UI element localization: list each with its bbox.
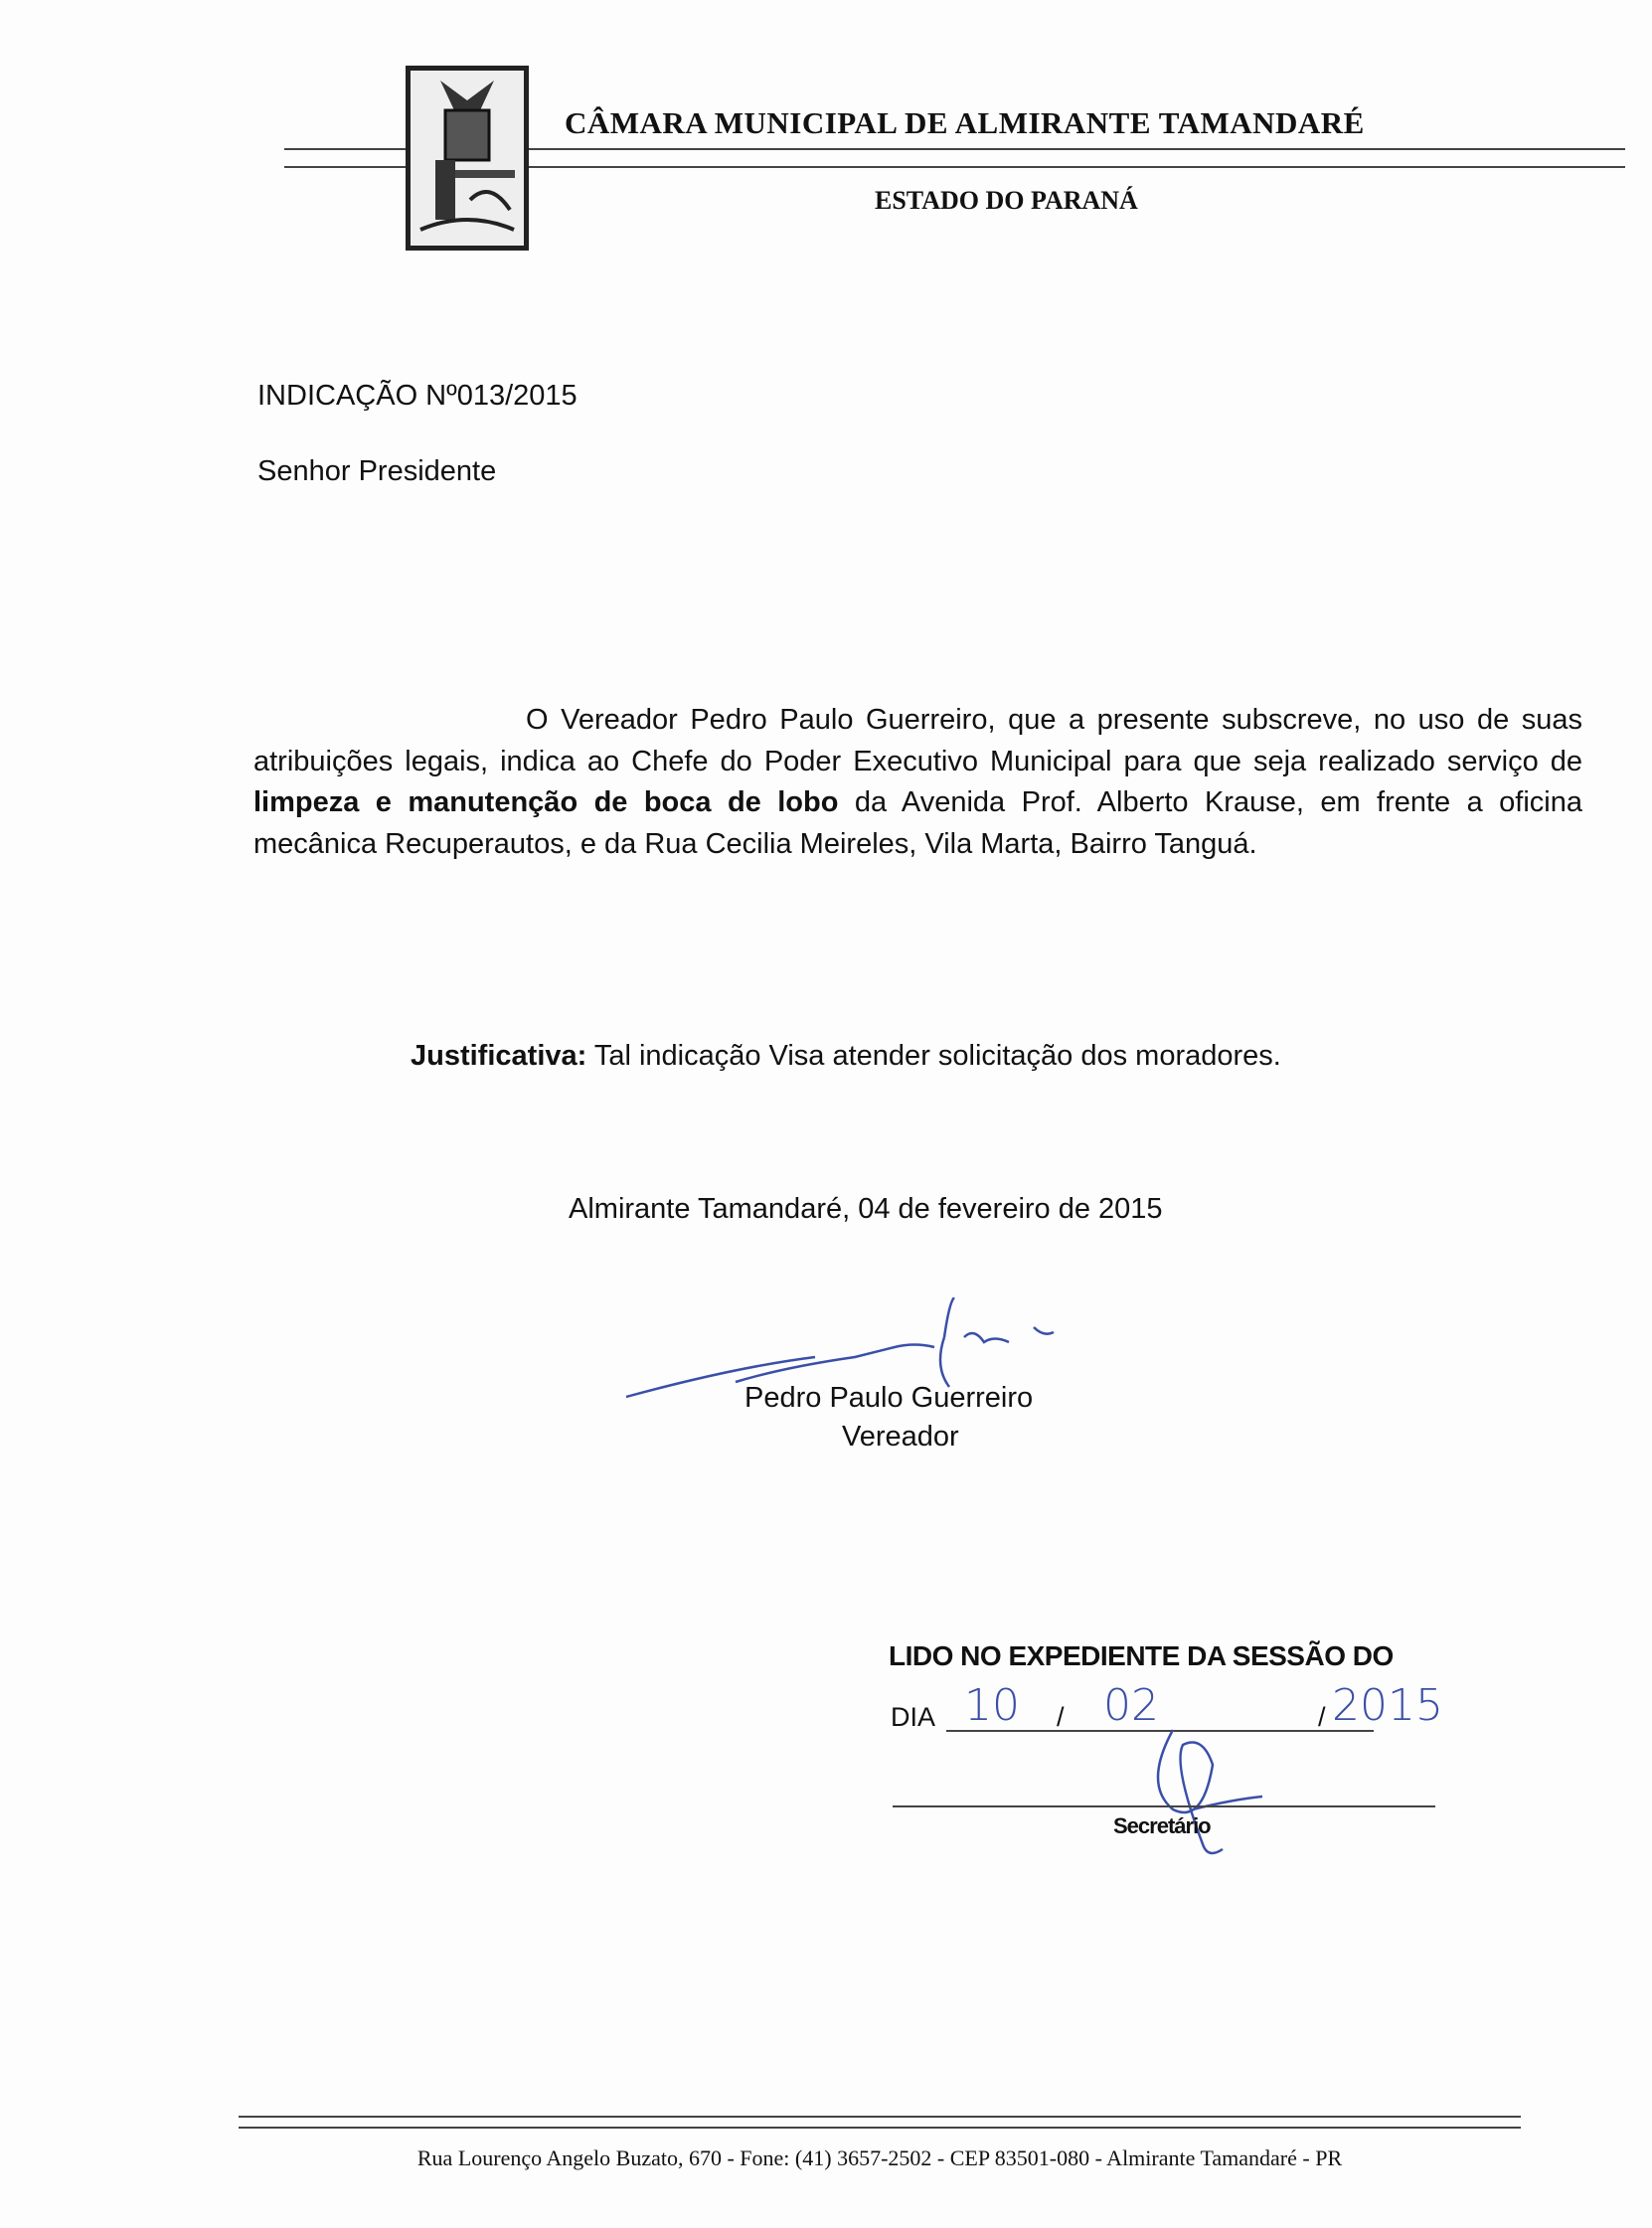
secretary-signature-line xyxy=(893,1805,1435,1807)
header-divider xyxy=(529,148,1625,150)
stamp-day-label: DIA xyxy=(891,1702,936,1732)
date-line: Almirante Tamandaré, 04 de fevereiro de 2015 xyxy=(569,1193,1163,1225)
handwritten-day: 10 xyxy=(964,1680,1020,1731)
justification-label: Justificativa: xyxy=(411,1040,587,1072)
coat-of-arms-logo xyxy=(406,66,529,251)
justification xyxy=(411,1036,1281,1078)
footer-divider xyxy=(239,2116,1521,2118)
header-divider xyxy=(284,148,406,150)
date-separator: / xyxy=(1057,1702,1065,1732)
body-text-part: O Vereador Pedro Paulo Guerreiro, que a presente subscreve, no uso de suas atribuições legais, indica ao Chefe do Poder Executivo Municipal para que seja realizado serviço de xyxy=(253,704,1582,777)
handwritten-year: 2015 xyxy=(1332,1680,1443,1731)
body-paragraph xyxy=(253,700,1582,865)
coat-of-arms-icon xyxy=(411,71,524,246)
secretary-signature xyxy=(1143,1725,1282,1864)
signer-role: Vereador xyxy=(842,1421,959,1453)
body-text-bold: limpeza e manutenção de boca de lobo xyxy=(253,786,839,818)
header-divider xyxy=(284,166,406,168)
justification-text: Tal indicação Visa atender solicitação dos moradores. xyxy=(586,1040,1281,1072)
institution-title: CÂMARA MUNICIPAL DE ALMIRANTE TAMANDARÉ xyxy=(565,105,1365,140)
footer-divider xyxy=(239,2127,1521,2129)
header-divider xyxy=(529,166,1625,168)
signer-name: Pedro Paulo Guerreiro xyxy=(744,1382,1034,1414)
date-separator: / xyxy=(1318,1702,1326,1732)
footer-address: Rua Lourenço Angelo Buzato, 670 - Fone: (41) 3657-2502 - CEP 83501-080 - Almirante Tamandaré - PR xyxy=(416,2145,1343,2170)
body-text-part: da Avenida Prof. Alberto Krause, em frente a oficina mecânica Recuperautos, e da Rua Cecilia Meireles, Vila Marta, Bairro Tanguá. xyxy=(253,786,1582,860)
reading-stamp-heading: LIDO NO EXPEDIENTE DA SESSÃO DO xyxy=(889,1640,1394,1671)
secretary-label: Secretário xyxy=(1113,1813,1211,1838)
indication-number: INDICAÇÃO Nº013/2015 xyxy=(257,380,578,412)
state-subtitle: ESTADO DO PARANÁ xyxy=(875,186,1138,215)
handwritten-month: 02 xyxy=(1103,1680,1159,1731)
salutation: Senhor Presidente xyxy=(257,455,497,487)
